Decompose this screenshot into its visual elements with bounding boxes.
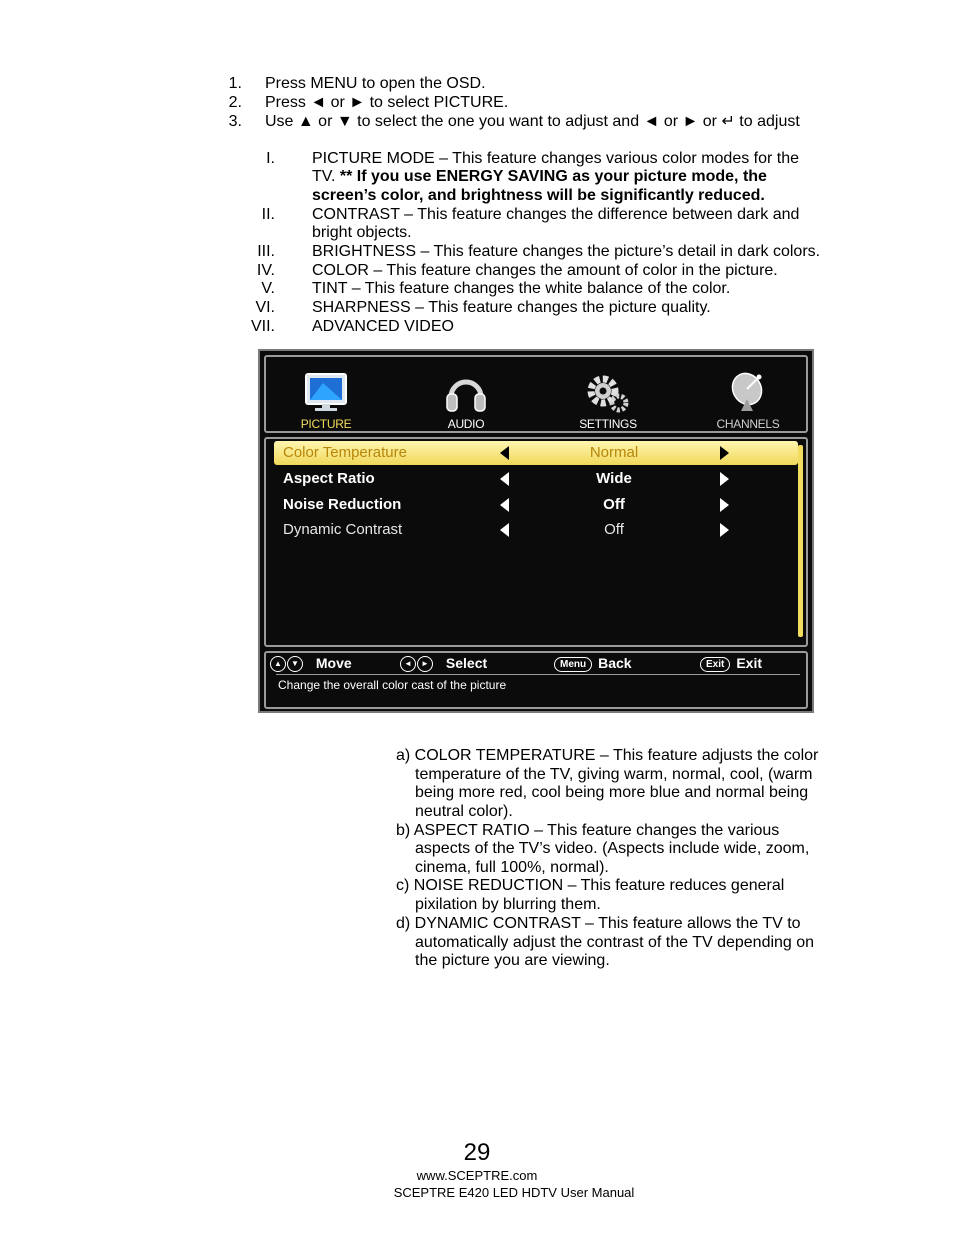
note-line: automatically adjust the contrast of the TV depending on [415, 934, 815, 951]
hint-label: Move [315, 655, 352, 671]
step-text: Use ▲ or ▼ to select the one you want to adjust and ◄ or ► or ↵ to adjust [265, 113, 800, 130]
osd-row-label: Dynamic Contrast [283, 521, 403, 538]
hint-select [400, 655, 487, 672]
right-arrow-icon[interactable] [720, 446, 729, 460]
right-arrow-icon[interactable] [720, 472, 729, 486]
left-key-icon: ◄ [400, 656, 416, 672]
osd-row-value: Off [603, 496, 625, 513]
left-arrow-icon[interactable] [500, 446, 509, 460]
note-line: aspects of the TV’s video. (Aspects include wide, zoom, [415, 840, 810, 857]
feature-text [312, 168, 767, 187]
note-line: being more red, cool being more blue and normal being [415, 784, 809, 801]
hint-exit [700, 655, 762, 672]
osd-row-color-temperature[interactable] [274, 441, 798, 465]
osd-row-value: Off [604, 521, 624, 538]
feature-text: ADVANCED VIDEO [312, 318, 454, 335]
note-line: a) COLOR TEMPERATURE – This feature adjusts the color [396, 747, 819, 764]
gear-icon [585, 369, 631, 415]
up-key-icon: ▲ [270, 656, 286, 672]
roman-numeral: I. [266, 150, 275, 167]
step-text: Press MENU to open the OSD. [265, 75, 486, 92]
hint-back [554, 655, 632, 672]
note-line: pixilation by blurring them. [415, 896, 601, 913]
tab-label: PICTURE [300, 417, 352, 431]
feature-text-plain: TV. [312, 168, 340, 185]
menu-key-icon: Menu [554, 657, 592, 672]
osd-screenshot [258, 349, 814, 713]
osd-description: Change the overall color cast of the picture [278, 678, 507, 692]
roman-numeral: VI. [255, 299, 275, 316]
left-arrow-icon[interactable] [500, 498, 509, 512]
step-number: 2. [228, 94, 242, 111]
note-line: temperature of the TV, giving warm, normal, cool, (warm [415, 766, 813, 783]
right-key-icon: ► [417, 656, 433, 672]
osd-row-label: Aspect Ratio [283, 470, 375, 487]
feature-text: COLOR – This feature changes the amount of color in the picture. [312, 262, 778, 279]
left-arrow-icon[interactable] [500, 523, 509, 537]
tab-label: CHANNELS [716, 417, 780, 431]
down-key-icon: ▼ [287, 656, 303, 672]
feature-text: TINT – This feature changes the white balance of the color. [312, 280, 731, 297]
step-text: Press ◄ or ► to select PICTURE. [265, 94, 509, 111]
exit-key-icon: Exit [700, 657, 730, 672]
hint-label: Exit [736, 655, 763, 671]
right-arrow-icon[interactable] [720, 523, 729, 537]
osd-row-label: Color Temperature [283, 444, 407, 461]
osd-tab-bar [264, 355, 808, 433]
osd-settings-panel [264, 437, 808, 647]
feature-text: PICTURE MODE – This feature changes various color modes for the [312, 150, 800, 167]
tab-label: AUDIO [447, 417, 485, 431]
divider [276, 674, 800, 675]
feature-text: BRIGHTNESS – This feature changes the picture’s detail in dark colors. [312, 243, 821, 260]
feature-text: CONTRAST – This feature changes the difference between dark and [312, 206, 800, 223]
note-line: cinema, full 100%, normal). [415, 859, 609, 876]
monitor-icon [303, 369, 349, 415]
hint-label: Select [445, 655, 488, 671]
step-number: 1. [228, 75, 242, 92]
note-line: b) ASPECT RATIO – This feature changes the various [396, 822, 780, 839]
feature-text: SHARPNESS – This feature changes the picture quality. [312, 299, 711, 316]
osd-row-noise-reduction[interactable] [274, 493, 798, 517]
step-number: 3. [228, 113, 242, 130]
hint-move [270, 655, 352, 672]
footer-website: www.SCEPTRE.com [416, 1168, 538, 1183]
right-arrow-icon[interactable] [720, 498, 729, 512]
note-line: d) DYNAMIC CONTRAST – This feature allows the TV to [396, 915, 801, 932]
scrollbar[interactable] [798, 445, 803, 637]
roman-numeral: V. [261, 280, 275, 297]
footer-manual-title: SCEPTRE E420 LED HDTV User Manual [393, 1185, 635, 1200]
energy-saving-warning: screen’s color, and brightness will be significantly reduced. [312, 187, 765, 204]
left-arrow-icon[interactable] [500, 472, 509, 486]
osd-row-dynamic-contrast[interactable] [274, 518, 798, 542]
hint-label: Back [598, 655, 632, 671]
note-line: neutral color). [415, 803, 513, 820]
roman-numeral: III. [257, 243, 275, 260]
osd-row-aspect-ratio[interactable] [274, 467, 798, 491]
note-line: the picture you are viewing. [415, 952, 610, 969]
energy-saving-warning: ** If you use ENERGY SAVING as your picture mode, the [339, 168, 767, 185]
note-line: c) NOISE REDUCTION – This feature reduces general [396, 877, 785, 894]
tab-label: SETTINGS [579, 417, 637, 431]
roman-numeral: II. [261, 206, 275, 223]
osd-row-label: Noise Reduction [283, 496, 402, 513]
roman-numeral: VII. [250, 318, 275, 335]
page-number: 29 [463, 1139, 491, 1166]
osd-row-value: Wide [596, 470, 632, 487]
roman-numeral: IV. [256, 262, 275, 279]
feature-text: bright objects. [312, 224, 412, 241]
osd-row-value: Normal [589, 444, 639, 461]
headphones-icon [443, 369, 489, 415]
satellite-dish-icon [725, 369, 771, 415]
